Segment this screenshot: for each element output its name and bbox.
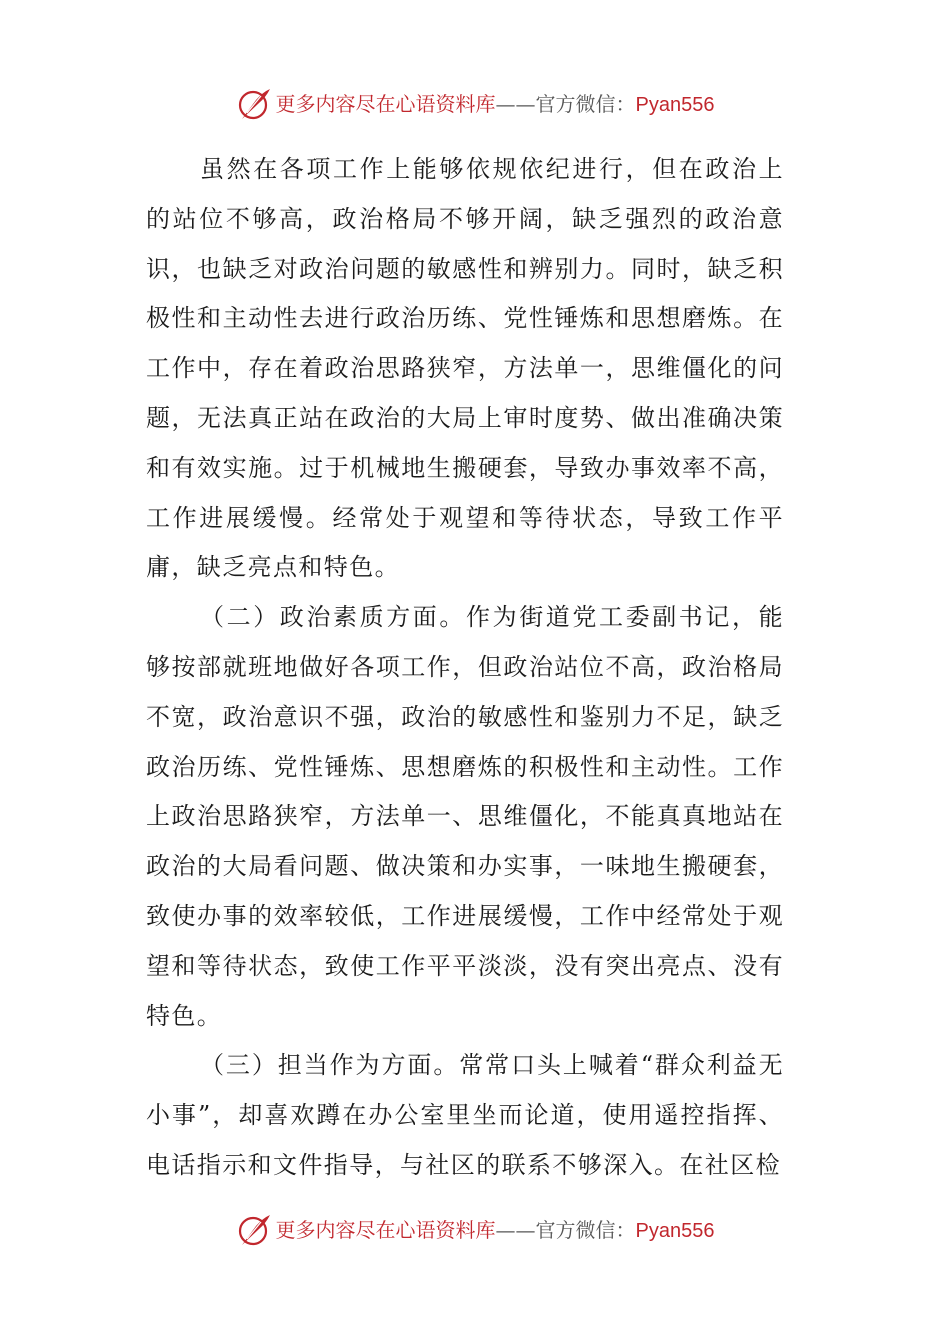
footer-contact-id: Pyan556 <box>635 1219 715 1242</box>
header-contact-label: 官方微信： <box>535 91 636 116</box>
footer-watermark-banner <box>0 1210 950 1250</box>
quill-logo-icon <box>236 1212 272 1248</box>
header-contact-id: Pyan556 <box>635 93 715 116</box>
paragraph-political-quality: （二）政治素质方面。作为街道党工委副书记，能够按部就班地做好各项工作，但政治站位不高，政治格局不宽，政治意识不强，政治的敏感性和鉴别力不足，缺乏政治历练、党性锤炼、思想磨炼的积极性和主动性。工作上政治思路狭窄，方法单一、思维僵化，不能真真地站在政治的大局看问题、做决策和办实事，一味地生搬硬套，致使办事的效率较低，工作进展缓慢，工作中经常处于观望和等待状态，致使工作平平淡淡，没有突出亮点、没有特色。 <box>146 603 784 1030</box>
footer-dash: —— <box>495 1217 536 1242</box>
header-watermark-banner <box>0 84 950 124</box>
header-banner-text <box>276 84 715 125</box>
header-site-text: 更多内容尽在心语资料库 <box>275 91 496 116</box>
paragraph-political-stance: 虽然在各项工作上能够依规依纪进行，但在政治上的站位不够高，政治格局不够开阔，缺乏强烈的政治意识，也缺乏对政治问题的敏感性和辨别力。同时，缺乏积极性和主动性去进行政治历练、党性锤炼和思想磨炼。在工作中，存在着政治思路狭窄，方法单一，思维僵化的问题，无法真正站在政治的大局上审时度势、做出准确决策和有效实施。过于机械地生搬硬套，导致办事效率不高，工作进展缓慢。经常处于观望和等待状态，导致工作平庸，缺乏亮点和特色。 <box>146 155 784 582</box>
footer-contact-label: 官方微信： <box>535 1217 636 1242</box>
footer-banner-text <box>276 1210 715 1251</box>
paragraph-responsibility: （三）担当作为方面。常常口头上喊着“群众利益无小事”，却喜欢蹲在办公室里坐而论道，使用遥控指挥、电话指示和文件指导，与社区的联系不够深入。在社区检 <box>146 1051 784 1179</box>
quill-logo-icon <box>236 86 272 122</box>
header-dash: —— <box>495 91 536 116</box>
document-body <box>146 145 784 1191</box>
footer-site-text: 更多内容尽在心语资料库 <box>275 1217 496 1242</box>
